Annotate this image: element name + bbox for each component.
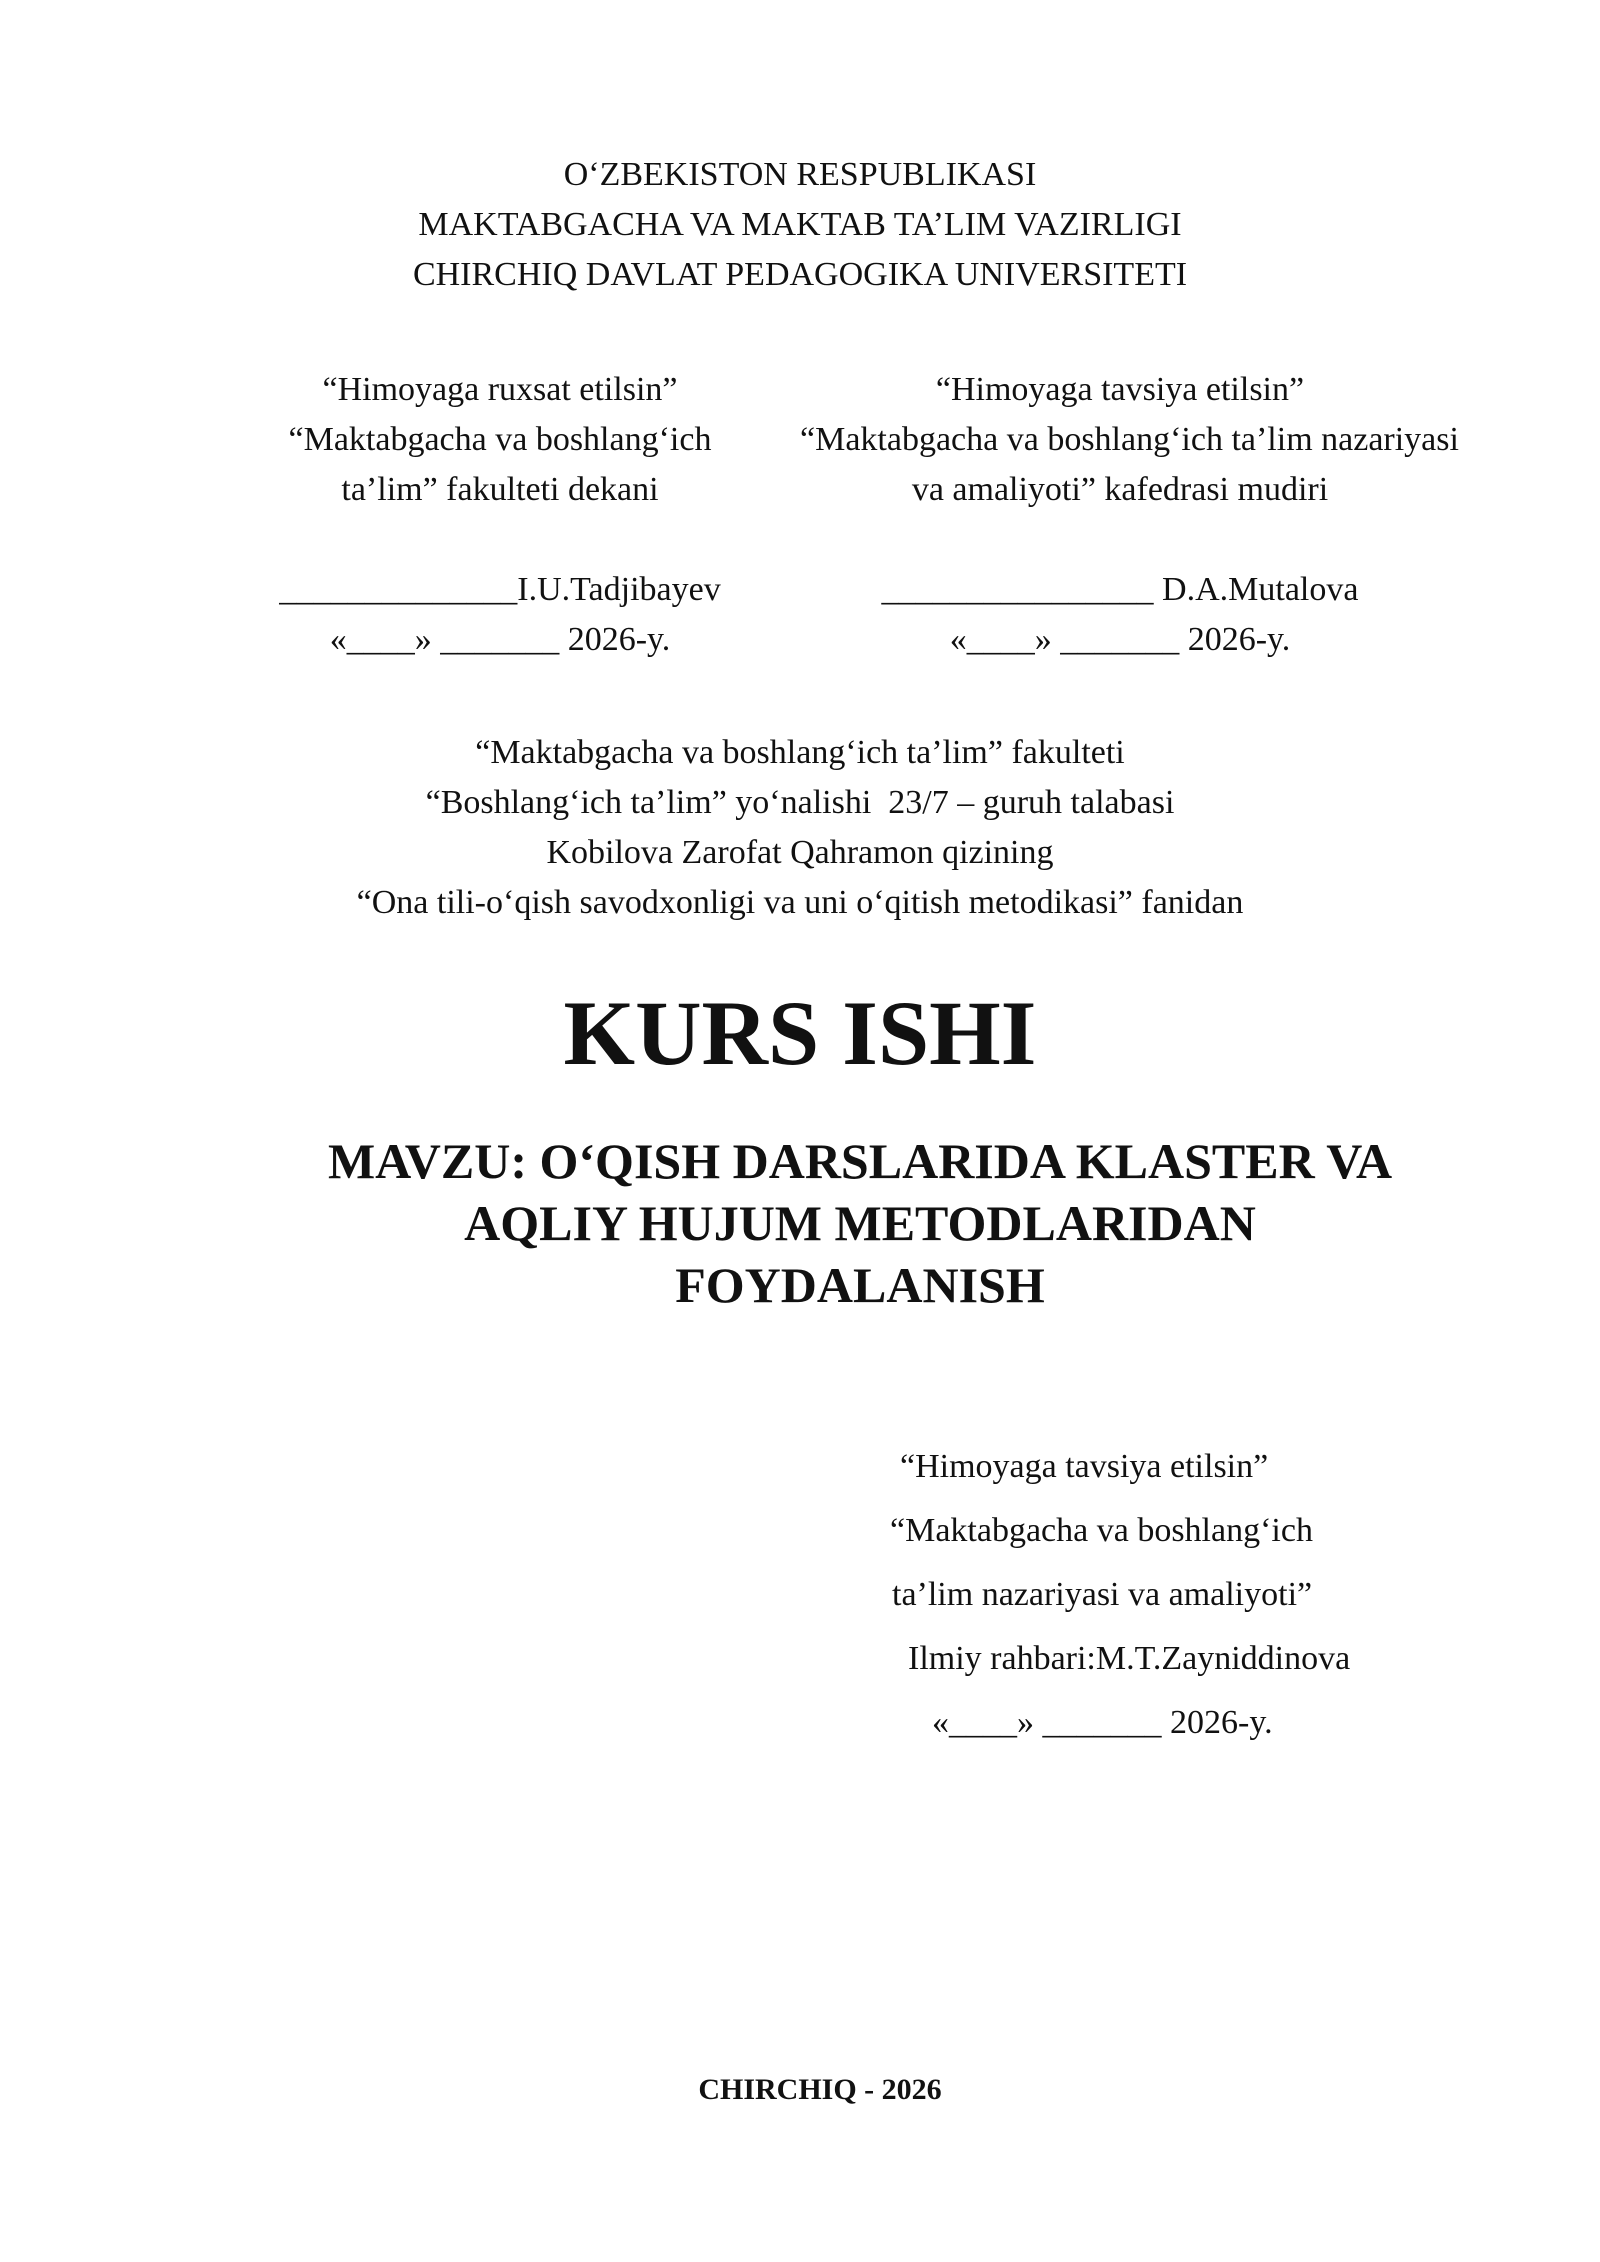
supervisor-recommendation-line: “Himoyaga tavsiya etilsin”	[900, 1448, 1269, 1485]
supervisor-name-line: Ilmiy rahbari:M.T.Zayniddinova	[908, 1640, 1351, 1677]
spacer	[800, 515, 1440, 565]
dean-approval-block	[200, 365, 800, 665]
department-signature-line: ________________ D.A.Mutalova	[881, 571, 1359, 608]
supervisor-department-line: “Maktabgacha va boshlang‘ich	[890, 1512, 1313, 1549]
topic-line: FOYDALANISH	[675, 1257, 1045, 1313]
supervisor-block	[820, 1435, 1460, 1755]
student-subject-line: “Ona tili-o‘qish savodxonligi va uni o‘qitish metodikasi” fanidan	[356, 884, 1244, 921]
department-date-line: «____» _______ 2026-y.	[949, 621, 1291, 658]
topic-title	[200, 1130, 1520, 1316]
dean-position-line: “Maktabgacha va boshlang‘ich	[288, 421, 712, 458]
dean-date-line: «____» _______ 2026-y.	[329, 621, 671, 658]
dean-signature-line: ______________I.U.Tadjibayev	[279, 571, 721, 608]
header-line-country: O‘ZBEKISTON RESPUBLIKASI	[563, 156, 1037, 193]
student-group-line: “Boshlang‘ich ta’lim” yo‘nalishi 23/7 – guruh talabasi	[425, 784, 1175, 821]
institution-header	[0, 150, 1600, 300]
dean-approval-title: “Himoyaga ruxsat etilsin”	[322, 371, 678, 408]
header-line-ministry: MAKTABGACHA VA MAKTAB TA’LIM VAZIRLIGI	[418, 206, 1182, 243]
student-faculty-line: “Maktabgacha va boshlang‘ich ta’lim” fakulteti	[475, 734, 1125, 771]
city-year-footer: CHIRCHIQ - 2026	[698, 2073, 942, 2106]
student-info-block	[0, 728, 1600, 928]
spacer	[200, 515, 800, 565]
supervisor-department-line: ta’lim nazariyasi va amaliyoti”	[892, 1576, 1313, 1613]
topic-line: MAVZU: O‘QISH DARSLARIDA KLASTER VA	[327, 1133, 1393, 1189]
department-position-line: va amaliyoti” kafedrasi mudiri	[911, 471, 1329, 508]
department-head-approval-block	[800, 365, 1459, 665]
dean-position-line: ta’lim” fakulteti dekani	[341, 471, 659, 508]
header-line-university: CHIRCHIQ DAVLAT PEDAGOGIKA UNIVERSITETI	[412, 256, 1188, 293]
supervisor-date-line: «____» _______ 2026-y.	[932, 1704, 1273, 1741]
department-position-line: “Maktabgacha va boshlang‘ich ta’lim nazariyasi	[800, 421, 1459, 458]
document-title: KURS ISHI	[563, 982, 1037, 1084]
student-name-line: Kobilova Zarofat Qahramon qizining	[546, 834, 1054, 871]
topic-line: AQLIY HUJUM METODLARIDAN	[464, 1195, 1256, 1251]
department-approval-title: “Himoyaga tavsiya etilsin”	[935, 371, 1305, 408]
